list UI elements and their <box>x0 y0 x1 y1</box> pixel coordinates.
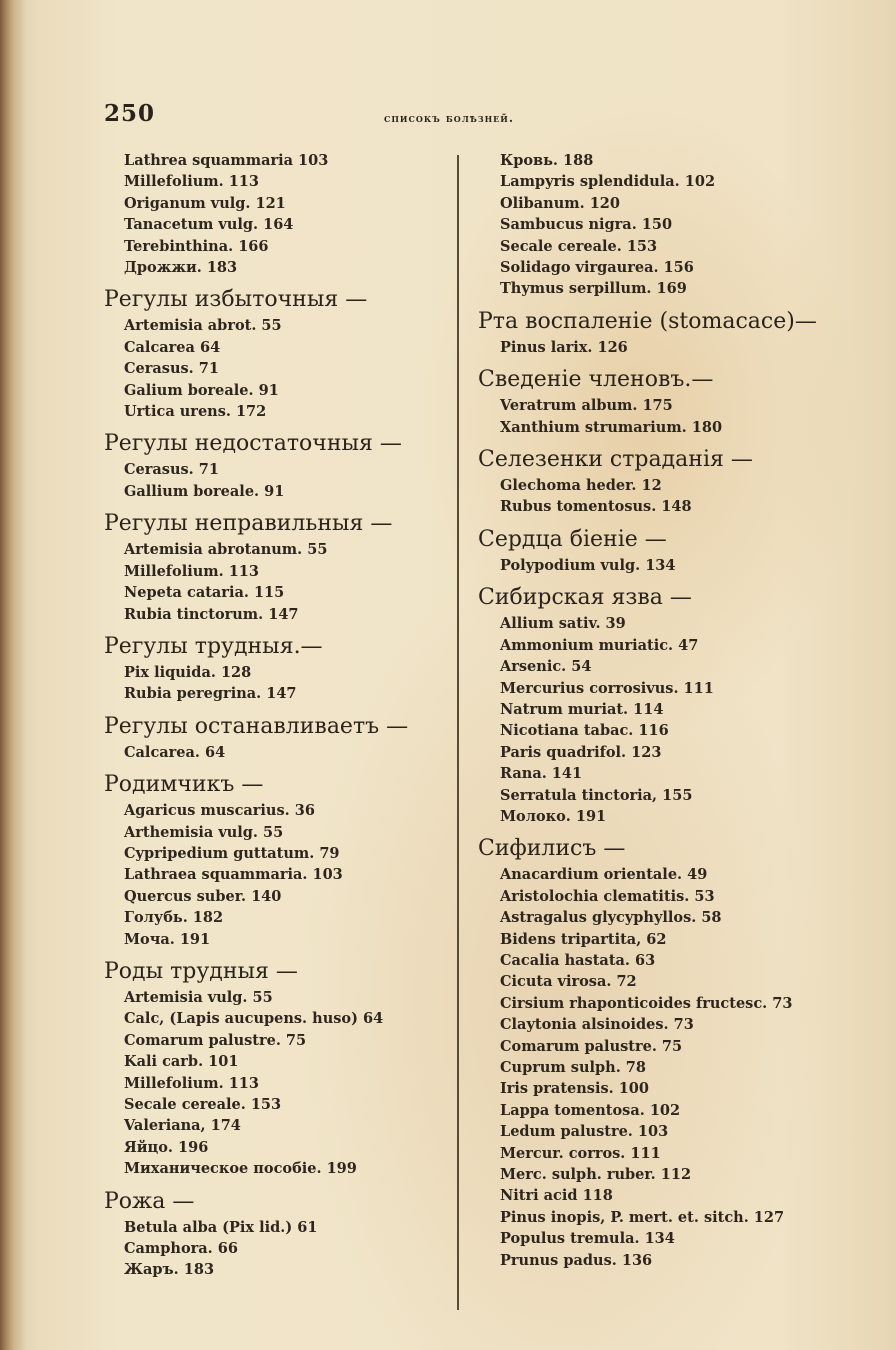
list-item: Tanacetum vulg. 164 <box>124 216 294 234</box>
list-item: Pix liquida. 128 <box>124 663 252 681</box>
entry-heading: Регулы недостаточныя — <box>104 431 402 457</box>
list-item: Merc. sulph. ruber. 112 <box>500 1166 692 1184</box>
list-item: Lathraea squammaria. 103 <box>124 866 343 884</box>
list-item: Rubia tinctorum. 147 <box>124 605 299 623</box>
list-item: Millefolium. 113 <box>124 1074 259 1092</box>
list-item: Arthemisia vulg. 55 <box>124 823 284 841</box>
list-item: Olibanum. 120 <box>500 194 620 212</box>
list-item: Cicuta virosa. 72 <box>500 973 637 991</box>
list-item: Молоко. 191 <box>500 807 607 825</box>
entry-heading: Селезенки страданія — <box>478 447 753 473</box>
list-item: Comarum palustre. 75 <box>500 1037 683 1055</box>
list-item: Gallium boreale. 91 <box>124 482 285 500</box>
list-item: Миханическое пособіе. 199 <box>124 1160 357 1178</box>
list-item: Valeriana, 174 <box>124 1117 241 1135</box>
entry-heading: Рта воспаленіе (stomacace)— <box>478 308 817 334</box>
disease-entry <box>104 959 444 1180</box>
list-item: Natrum muriat. 114 <box>500 700 664 718</box>
disease-entry <box>478 367 838 438</box>
disease-entry <box>104 287 444 422</box>
list-item: Artemisia abrotanum. 55 <box>124 541 328 559</box>
list-item: Millefolium. 113 <box>124 562 259 580</box>
list-item: Artemisia abrot. 55 <box>124 317 282 335</box>
list-item: Glechoma heder. 12 <box>500 477 662 495</box>
disease-entry <box>104 772 444 950</box>
list-item: Claytonia alsinoides. 73 <box>500 1016 694 1034</box>
list-item: Ammonium muriatic. 47 <box>500 636 699 654</box>
list-item: Nicotiana tabac. 116 <box>500 722 669 740</box>
entry-heading: Роды трудныя — <box>104 958 298 984</box>
list-item: Rubus tomentosus. 148 <box>500 498 692 516</box>
right-column <box>478 150 838 1280</box>
entry-heading: Регулы останавливаетъ — <box>104 713 409 739</box>
list-item: Populus tremula. 134 <box>500 1230 675 1248</box>
list-item: Моча. 191 <box>124 930 211 948</box>
list-item: Astragalus glycyphyllos. 58 <box>500 909 722 927</box>
disease-entry <box>478 447 838 518</box>
list-item: Secale cereale. 153 <box>124 1096 282 1113</box>
list-item: Millefolium. 113 <box>124 173 259 191</box>
page-number: 250 <box>104 100 156 127</box>
book-spine-shadow <box>0 0 26 1350</box>
page-header <box>0 100 896 140</box>
list-item: Thymus serpillum. 169 <box>500 280 687 298</box>
list-item: Iris pratensis. 100 <box>500 1080 649 1098</box>
list-item: Яйцо. 196 <box>124 1138 209 1156</box>
list-item: Kali carb. 101 <box>124 1053 239 1071</box>
list-item: Paris quadrifol. 123 <box>500 743 662 761</box>
disease-entry <box>104 511 444 625</box>
left-column <box>104 150 444 1290</box>
list-item: Betula alba (Pix lid.) 61 <box>124 1218 318 1236</box>
list-item: Artemisia vulg. 55 <box>124 988 273 1006</box>
disease-entry <box>104 1189 444 1281</box>
list-item: Rubia peregrina. 147 <box>124 685 297 703</box>
list-item: Sambucus nigra. 150 <box>500 216 673 234</box>
list-item: Veratrum album. 175 <box>500 397 673 415</box>
list-item: Cypripedium guttatum. 79 <box>124 844 340 862</box>
list-item: Cerasus. 71 <box>124 360 219 378</box>
list-item: Cuprum sulph. 78 <box>500 1059 646 1076</box>
list-item: Solidago virgaurea. 156 <box>500 259 694 277</box>
running-title: списокъ болѣзней. <box>384 111 515 125</box>
list-item: Agaricus muscarius. 36 <box>124 802 315 820</box>
list-item: Calc, (Lapis aucupens. huso) 64 <box>124 1010 384 1028</box>
list-item: Origanum vulg. 121 <box>124 194 286 212</box>
list-item: Жаръ. 183 <box>124 1261 215 1279</box>
list-item: Bidens tripartita, 62 <box>500 930 667 948</box>
entry-heading: Рожа — <box>104 1188 195 1214</box>
continued-entry <box>478 150 838 300</box>
list-item: Quercus suber. 140 <box>124 887 282 905</box>
list-item: Anacardium orientale. 49 <box>500 866 708 884</box>
list-item: Arsenic. 54 <box>500 658 592 676</box>
list-item: Cirsium rhaponticoides fructesc. 73 <box>500 994 793 1012</box>
list-item: Mercurius corrosivus. 111 <box>500 679 714 697</box>
list-item: Camphora. 66 <box>124 1240 238 1258</box>
list-item: Nepeta cataria. 115 <box>124 584 285 602</box>
entry-heading: Регулы неправильныя — <box>104 511 393 537</box>
list-item: Дрожжи. 183 <box>124 259 238 277</box>
entry-heading: Сибирская язва — <box>478 585 692 611</box>
disease-entry <box>104 431 444 502</box>
list-item: Serratula tinctoria, 155 <box>500 786 693 804</box>
disease-entry <box>478 527 838 576</box>
disease-entry <box>478 309 838 358</box>
disease-entry <box>478 585 838 827</box>
disease-entry <box>104 714 444 763</box>
list-item: Secale cereale. 153 <box>500 237 658 255</box>
list-item: Polypodium vulg. 134 <box>500 556 676 574</box>
entry-heading: Сведеніе членовъ.— <box>478 367 714 393</box>
list-item: Comarum palustre. 75 <box>124 1031 307 1049</box>
list-item: Prunus padus. 136 <box>500 1251 653 1269</box>
list-item: Mercur. corros. 111 <box>500 1144 661 1162</box>
list-item: Calcarea. 64 <box>124 743 226 761</box>
list-item: Allium sativ. 39 <box>500 615 626 633</box>
entry-heading: Регулы трудныя.— <box>104 633 323 659</box>
list-item: Aristolochia clematitis. 53 <box>500 887 715 905</box>
list-item: Pinus inopis, P. mert. et. sitch. 127 <box>500 1208 785 1226</box>
continued-entry <box>104 150 444 278</box>
list-item: Кровь. 188 <box>500 152 594 169</box>
list-item: Urtica urens. 172 <box>124 403 267 421</box>
list-item: Pinus larix. 126 <box>500 338 628 356</box>
list-item: Cacalia hastata. 63 <box>500 951 656 969</box>
list-item: Lappa tomentosa. 102 <box>500 1101 681 1119</box>
list-item: Galium boreale. 91 <box>124 381 279 399</box>
entry-heading: Сифилисъ — <box>478 836 626 862</box>
list-item: Terebinthina. 166 <box>124 237 269 255</box>
entry-heading: Родимчикъ — <box>104 772 264 798</box>
list-item: Calcarea 64 <box>124 338 221 356</box>
list-item: Lathrea squammaria 103 <box>124 152 329 169</box>
list-item: Rana. 141 <box>500 765 583 783</box>
list-item: Nitri acid 118 <box>500 1187 613 1205</box>
disease-entry <box>104 634 444 705</box>
list-item: Cerasus. 71 <box>124 461 219 479</box>
list-item: Ledum palustre. 103 <box>500 1123 669 1141</box>
column-divider <box>457 155 459 1310</box>
entry-heading: Регулы избыточныя — <box>104 287 368 313</box>
disease-entry <box>478 836 838 1271</box>
list-item: Xanthium strumarium. 180 <box>500 418 723 436</box>
entry-heading: Сердца біеніе — <box>478 526 667 552</box>
list-item: Lampyris splendidula. 102 <box>500 173 716 191</box>
list-item: Голубь. 182 <box>124 909 224 927</box>
